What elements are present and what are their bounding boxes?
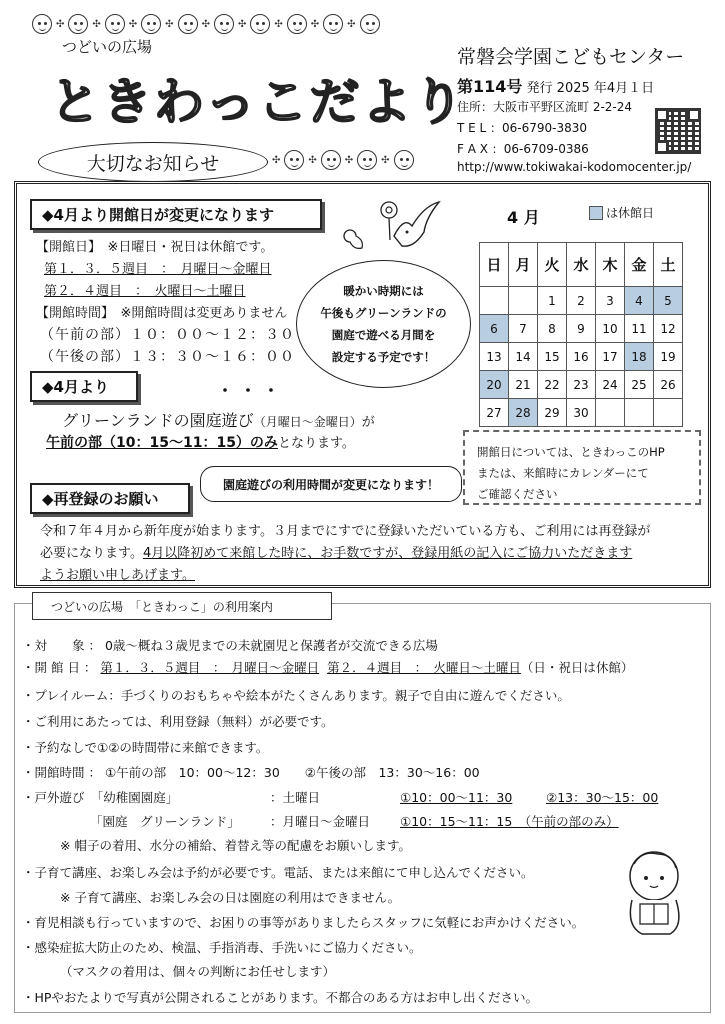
guide-open-label: ・開 館 日 ： [22,660,101,675]
child-face-icon [321,150,341,170]
child-face-icon [141,14,161,34]
calendar-day [654,399,683,427]
child-face-icon [68,14,88,34]
calendar-day: 16 [567,343,596,371]
issue-date: 発行 2025 年4月１日 [526,81,655,96]
newsletter-subtitle: つどいの広場 [62,38,153,56]
bubble-line: 園庭で遊べる月間を [331,328,436,342]
calendar-note-line: ご確認ください [477,487,558,501]
guide-open-days [22,658,633,676]
fax: F A X ：06-6709-0386 [457,142,589,156]
closed-day-swatch [589,206,603,220]
header-faces-decoration: ✣ ✣ ✣ ✣ ✣ ✣ ✣ ✣ ✣ [32,14,380,34]
guide-outdoor-time1a: ①10：00～11：30 [400,790,513,805]
calendar-week-row [480,315,683,343]
child-face-icon [32,14,52,34]
reregister-underlined: 4月以降初めて来館した時に、お手数ですが、登録用紙の記入にご協力いただきます [142,546,633,561]
tel: T E L ：06-6790-3830 [457,121,588,135]
important-notice-label: 大切なお知らせ [38,142,268,182]
guide-consult: ・育児相談も行っていますので、お困りの事等がありましたらスタッフに気軽にお声かけください。 [22,915,585,930]
child-face-icon [214,14,234,34]
calendar-day: 14 [509,343,538,371]
garden-play-days: （月曜日～金曜日） [253,415,362,429]
section-reregister-heading: ◆再登録のお願い [30,483,190,514]
garden-play-time-line [46,432,355,452]
issue-number: 第114号 [457,77,523,96]
open-weeks-24: 第２．４週目 ： 火曜日～土曜日 [44,284,246,299]
bubble-line: 設定する予定です！ [331,350,436,364]
guide-hours: ・開館時間 ： ①午前の部 10：00～12：30 ②午後の部 13：30～16：00 [22,765,480,780]
april-calendar [479,242,683,427]
contact-block [457,97,632,160]
bubble-line: 午後もグリーンランドの [320,306,447,320]
garden-play-title: グリーンランドの園庭遊び [62,411,254,430]
child-face-icon [105,14,125,34]
child-face-icon [250,14,270,34]
calendar-day: 3 [596,287,625,315]
garden-play-ga: が [361,415,375,430]
calendar-day: 8 [538,315,567,343]
child-face-icon [360,14,380,34]
calendar-day: 30 [567,399,596,427]
child-face-icon [357,150,377,170]
calendar-day: 6 [480,315,509,343]
notice-faces-decoration: ✣ ✣ ✣ ✣ [272,150,414,170]
guide-open-24: 第２．４週目 ： 火曜日～土曜日 [327,660,521,675]
calendar-day [596,399,625,427]
garden-play-line [62,408,375,431]
weekday-header: 土 [654,243,683,287]
garden-time-change-bubble: 園庭遊びの利用時間が変更になります！ [200,466,462,502]
child-face-icon [287,14,307,34]
calendar-note [463,430,701,505]
website-link[interactable]: http://www.tokiwakai-kodomocenter.jp/ [457,160,692,174]
calendar-day: 13 [480,343,509,371]
guide-outdoor-day2: ：月曜日～金曜日 [270,814,371,829]
calendar-day: 21 [509,371,538,399]
reregister-paragraph-2 [40,542,632,561]
weekday-header: 金 [625,243,654,287]
guide-infection: ・感染症拡大防止のため、検温、手指消毒、手洗いにご協力ください。 [22,940,422,955]
address: 住所：大阪市平野区流町 2-2-24 [457,100,633,114]
calendar-day: 28 [509,399,538,427]
guide-open-closed: （日・祝日は休館） [520,660,634,675]
calendar-day: 29 [538,399,567,427]
weekday-header: 日 [480,243,509,287]
bubble-tail-dots: ・・・ [217,381,287,400]
bubble-line: 暖かい時期には [343,284,424,298]
guide-lecture-note: ※ 子育て講座、お楽しみ会の日は園庭の利用はできません。 [60,890,401,905]
qr-code-icon[interactable] [655,108,701,154]
calendar-day: 15 [538,343,567,371]
open-weeks-135: 第１．３．５週目 ： 月曜日～金曜日 [44,262,272,277]
guide-outdoor-label2: 「園庭 グリーンランド」 [90,814,240,829]
guide-outdoor-day1: ：土曜日 [270,790,321,805]
calendar-day [480,287,509,315]
calendar-note-line: または、来館時にカレンダーにて [477,466,649,480]
calendar-week-row [480,399,683,427]
calendar-day: 5 [654,287,683,315]
guide-no-reserve: ・予約なしで①②の時間帯に来館できます。 [22,740,269,755]
calendar-month: 4 月 [507,208,540,227]
child-face-icon [323,14,343,34]
guide-mask: （マスクの着用は、個々の判断にお任せします） [60,964,336,979]
calendar-day: 11 [625,315,654,343]
afternoon-hours: （午後の部）１３：３０～１６：００ [40,349,295,365]
garden-play-time: 午前の部（10：15～11：15）のみ [46,435,278,451]
calendar-day: 23 [567,371,596,399]
organization-name: 常磐会学園こどもセンター [457,46,685,68]
calendar-day [509,287,538,315]
reregister-paragraph-3: ようお願い申しあげます。 [40,568,195,583]
bird-flower-illustration [334,196,444,260]
guide-register: ・ご利用にあたっては、利用登録（無料）が必要です。 [22,714,334,729]
calendar-week-row [480,343,683,371]
guide-hat-note: ※ 帽子の着用、水分の補給、着替え等の配慮をお願いします。 [60,838,411,853]
calendar-day: 17 [596,343,625,371]
section-opening-change-heading: ◆4月より開館日が変更になります [30,199,322,230]
calendar-note-line: 開館日については、ときわっこのHP [477,445,665,459]
calendar-day: 19 [654,343,683,371]
calendar-header-row [480,243,683,287]
calendar-day: 2 [567,287,596,315]
morning-hours: （午前の部）１０：００～１２：３０ [40,327,295,343]
calendar-day: 18 [625,343,654,371]
guide-outdoor-time2: ①10：15～11：15 （午前の部のみ） [400,814,619,829]
hours-label: 【開館時間】 ※開館時間は変更ありません [36,306,288,321]
calendar-day [625,399,654,427]
guide-photo: ・HPやおたよりで写真が公開されることがあります。不都合のある方はお申し出ください。 [22,990,538,1005]
guide-outdoor-label: ・戸外遊び 「幼稚園園庭」 [22,790,179,805]
weekday-header: 火 [538,243,567,287]
speech-bubble-greenland [296,260,471,388]
weekday-header: 月 [509,243,538,287]
guide-playroom: ・プレイルーム：手づくりのおもちゃや絵本がたくさんあります。親子で自由に遊んでください。 [22,688,570,703]
calendar-day: 4 [625,287,654,315]
open-days-label: 【開館日】 ※日曜日・祝日は休館です。 [36,240,274,255]
guide-lecture: ・子育て講座、お楽しみ会は予約が必要です。電話、または来館にて申し込んでください。 [22,865,534,880]
reregister-text: 必要になります。 [40,546,143,561]
calendar-day: 22 [538,371,567,399]
section-april-heading: ◆4月より [30,371,138,402]
guide-outdoor-time1b: ②13：30～15：00 [546,790,659,805]
calendar-day: 20 [480,371,509,399]
guide-open-135: 第１．３．５週目 ： 月曜日～金曜日 [100,660,320,675]
calendar-day: 7 [509,315,538,343]
child-face-icon [178,14,198,34]
child-reading-illustration [612,846,702,938]
garden-play-time-end: となります。 [277,436,355,451]
calendar-day: 12 [654,315,683,343]
calendar-day: 10 [596,315,625,343]
newsletter-title: ときわっこだより [50,73,466,131]
calendar-day: 25 [625,371,654,399]
issue-info [457,74,654,97]
child-face-icon [394,150,414,170]
guide-target: ・対 象 ： 0歳～概ね３歳児までの未就園児と保護者が交流できる広場 [22,638,438,653]
reregister-paragraph-1: 令和７年４月から新年度が始まります。３月までにすでに登録いただいている方も、ご利用には再登録が [40,524,651,539]
calendar-week-row [480,371,683,399]
calendar-day: 27 [480,399,509,427]
calendar-day: 24 [596,371,625,399]
calendar-week-row [480,287,683,315]
weekday-header: 木 [596,243,625,287]
weekday-header: 水 [567,243,596,287]
child-face-icon [284,150,304,170]
closed-day-legend-label: は休館日 [606,206,655,220]
usage-guide-title: つどいの広場 「ときわっこ」の利用案内 [32,592,332,620]
calendar-day: 9 [567,315,596,343]
calendar-day: 1 [538,287,567,315]
calendar-legend [589,204,654,221]
calendar-day: 26 [654,371,683,399]
